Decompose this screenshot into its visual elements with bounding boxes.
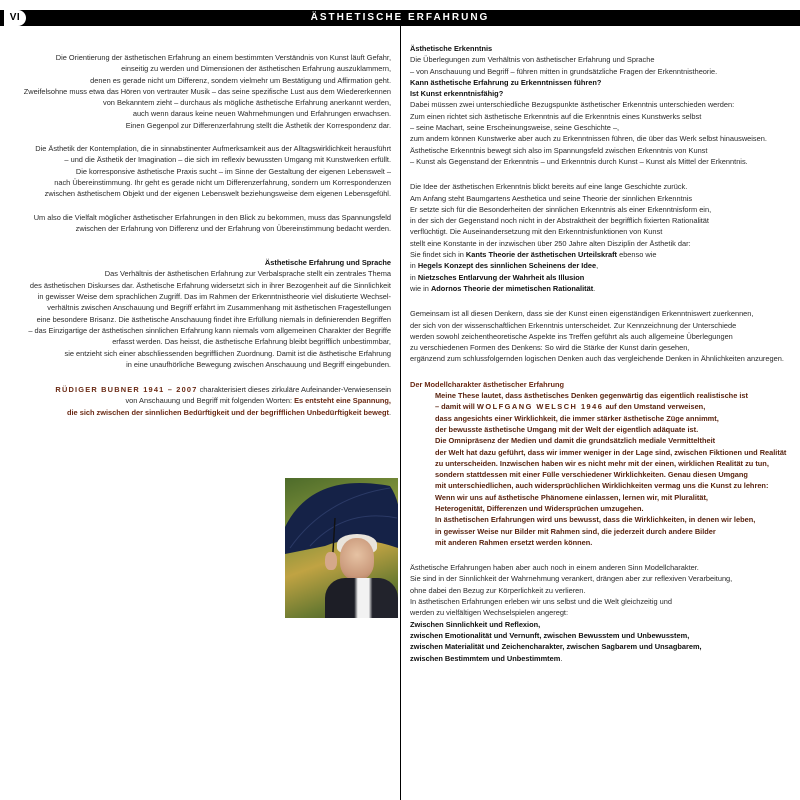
quote-span: die sich zwischen der sinnlichen Bedürftigkeit und der begrifflichen Unbedürftigkeit bewegt xyxy=(66,407,389,417)
quote-line: in gewisser Weise nur Bilder mit Rahmen sind, die jederzeit durch andere Bilder xyxy=(435,526,716,536)
text-line: Die korresponsive ästhetische Praxis sucht – im Sinne der Gestaltung der eigenen Lebenswelt – xyxy=(75,166,391,176)
text-span: charakterisiert dieses zirkuläre Aufeinander-Verwiesensein xyxy=(197,385,391,395)
section-heading: Ästhetische Erkenntnis xyxy=(410,44,493,53)
text-line: Gemeinsam ist all diesen Denkern, dass sie der Kunst einen eigenständigen Erkenntniswert zuerkennen, xyxy=(410,309,754,319)
text-line: – und die Ästhetik der Imagination – die sich im reflexiv bewussten Umgang mit Kunstwerken erfüllt. xyxy=(64,155,391,165)
quote-line: der Welt hat dazu geführt, dass wir immer weniger in der Lage sind, zwischen Fiktionen und Realität xyxy=(435,447,787,457)
quote-span: Es entsteht eine Spannung, xyxy=(294,396,391,406)
bold-span: Kants Theorie der ästhetischen Urteilskraft xyxy=(465,250,618,260)
text-span: in xyxy=(410,261,418,271)
text-line xyxy=(6,407,391,418)
erkenntnis-paragraph xyxy=(410,43,795,167)
text-line: zwischen ästhetischem Objekt und der eigenen Lebenswelt beziehungsweise dem eigenen Lebensgefühl. xyxy=(44,189,391,199)
face-shape xyxy=(340,538,374,580)
text-line: eine besondere Brisanz. Die ästhetische Anschauung findet ihre Erfüllung niemals in definierenden Begriffen xyxy=(36,314,391,324)
right-column xyxy=(410,43,795,673)
bold-span: Nietzsches Entlarvung der Wahrheit als Illusion xyxy=(417,272,585,282)
idee-paragraph xyxy=(410,181,795,294)
bold-span: Adornos Theorie der mimetischen Rationalität xyxy=(430,283,594,293)
text-line: – Kunst als Gegenstand der Erkenntnis – und Erkenntnis durch Kunst – Kunst als Mittel der Erkenntnis. xyxy=(410,156,748,166)
text-line: werden sowohl zeichentheoretische Aspekte ins Treffen geführt als auch allgemeine Überlegungen xyxy=(410,331,733,341)
text-line: – das Einzigartige der ästhetischen sinnlichen Erfahrung kann niemals vom allgemeinen Charakter der Begriffe xyxy=(28,325,391,335)
text-line: in gewisser Weise dem sprachlichen Zugriff. Das im Rahmen der Erkenntnistheorie viel diskutierte Wechsel- xyxy=(37,292,391,302)
text-line: Um also die Vielfalt möglicher ästhetischer Erfahrungen in den Blick zu bekommen, muss das Spannungsfeld xyxy=(33,212,391,222)
quote-line: dass angesichts einer Wirklichkeit, die immer stärker ästhetische Züge annimmt, xyxy=(435,413,719,423)
section-heading: Der Modellcharakter ästhetischer Erfahrung xyxy=(410,379,565,389)
text-span: auf den Umstand verweisen, xyxy=(603,402,706,412)
quote-line: mit unterschiedlichen, auch widersprüchlichen Wirklichkeiten vermag uns die Kunst zu lehren: xyxy=(435,481,769,491)
text-line: Zweifelsohne muss etwa das Hören von vertrauter Musik – das seine spezifische Lust aus dem Wiedererkennen xyxy=(23,86,391,96)
text-line: sie entzieht sich einer abschliessenden begrifflichen Zuordnung. Damit ist die ästhetische Erfahrung xyxy=(64,348,391,358)
author-name: WOLFGANG WELSCH 1946 xyxy=(476,402,604,412)
text-line: von Bekanntem zieht – durchaus als mögliche ästhetische Erfahrung anerkannt werden, xyxy=(103,98,391,108)
pair-line: Zwischen Sinnlichkeit und Reflexion, xyxy=(410,619,541,629)
text-line xyxy=(6,395,391,406)
text-line: auch wenn daraus keine neuen Wahrnehmungen und Erfahrungen erwachsen. xyxy=(132,109,391,119)
text-line: Einen Gegenpol zur Differenzerfahrung stellt die Ästhetik der Korrespondenz dar. xyxy=(125,120,391,130)
text-span: . xyxy=(560,653,563,663)
text-line: stellt eine Konstante in der inzwischen über 250 Jahre alten Disziplin der Ästhetik dar: xyxy=(410,238,691,248)
bold-span: Hegels Konzept des sinnlichen Scheinens der Idee xyxy=(417,261,597,271)
text-line: Er setzte sich für die Besonderheiten der sinnlichen Erkenntnis als einer Erkenntnisform ein, xyxy=(410,204,712,214)
text-line: ohne dabei den Bezug zur Körperlichkeit zu verlieren. xyxy=(410,585,586,595)
text-line: Das Verhältnis der ästhetischen Erfahrung zur Verbalsprache stellt ein zentrales Thema xyxy=(104,269,391,279)
page-title: ÄSTHETISCHE ERFAHRUNG xyxy=(310,12,490,23)
text-span: , xyxy=(596,261,599,271)
text-line: erfasst werden. Das heisst, die ästhetische Erfahrung bleibt begrifflich unbestimmbar, xyxy=(112,337,391,347)
quote-line: In ästhetischen Erfahrungen wird uns bewusst, dass die Wirklichkeiten, in denen wir leben, xyxy=(435,515,756,525)
gemeinsam-paragraph xyxy=(410,308,795,364)
text-line xyxy=(410,272,795,283)
text-line: Die Orientierung der ästhetischen Erfahrung an einem bestimmten Verständnis von Kunst läuft Gefahr, xyxy=(55,53,391,62)
text-span: . xyxy=(388,407,391,417)
text-line: Am Anfang steht Baumgartens Aesthetica und seine Theorie der sinnlichen Erkenntnis xyxy=(410,193,693,203)
text-line: In ästhetischen Erfahrungen erleben wir uns selbst und die Welt gleichzeitig und xyxy=(410,597,672,607)
text-line: der sich von der wissenschaftlichen Erkenntnis unterscheidet. Zur Kennzeichnung der Unterschiede xyxy=(410,320,737,330)
text-line: zum andern können Kunstwerke aber auch zu Erkenntnissen führen, die über das Werk selbst hinausweisen. xyxy=(410,134,767,144)
left-column xyxy=(6,52,391,430)
text-span: Sie findet sich in xyxy=(410,250,466,260)
quote-line xyxy=(410,401,795,412)
page-number: VI xyxy=(4,10,26,26)
modell-paragraph xyxy=(410,562,795,664)
text-line: ergänzend zum schlussfolgernden logischen Denken auch das vergleichende Denken in Ähnlichkeiten anzuregen. xyxy=(410,354,784,364)
pair-line: zwischen Materialität und Zeichencharakter, zwischen Sagbarem und Unsagbarem, xyxy=(410,642,702,652)
bubner-paragraph xyxy=(6,384,391,418)
quote-line: Meine These lautet, dass ästhetisches Denken gegenwärtig das eigentlich realistische ist xyxy=(435,391,748,401)
pair-line: zwischen Emotionalität und Vernunft, zwischen Bewusstem und Unbewusstem, xyxy=(410,630,690,640)
variety-paragraph xyxy=(6,212,391,235)
text-line: in eine unaufhörliche Bewegung zwischen Anschauung und Begriff eingebunden. xyxy=(126,359,391,369)
intro-paragraph xyxy=(6,52,391,131)
question-line: Kann ästhetische Erfahrung zu Erkenntnissen führen? xyxy=(410,77,602,87)
quote-line: zu unterscheiden. Inzwischen haben wir es nicht mehr mit der einen, wirklichen Realität zu tun, xyxy=(435,458,769,468)
text-line: Dabei müssen zwei unterschiedliche Bezugspunkte ästhetischer Erkenntnis unterschieden werden: xyxy=(410,100,735,110)
quote-line: Wenn wir uns auf ästhetische Phänomene einlassen, lernen wir, mit Pluralität, xyxy=(435,492,708,502)
text-line: werden zu vielfältigen Wechselspielen angeregt: xyxy=(410,608,569,618)
author-name: RÜDIGER BUBNER 1941 – 2007 xyxy=(55,385,198,395)
text-line: in der sich der Gegenstand noch nicht in der Abstraktheit der begrifflich fixierten Rationalität xyxy=(410,216,709,226)
text-line: Die Ästhetik der Kontemplation, die in sinnabstinenter Aufmerksamkeit aus der Alltagswirklichkeit herausführt xyxy=(35,144,391,154)
text-line: – von Anschauung und Begriff – führen mitten in grundsätzliche Fragen der Erkenntnistheorie. xyxy=(410,66,718,76)
text-line: Die Überlegungen zum Verhältnis von ästhetischer Erfahrung und Sprache xyxy=(410,55,655,65)
text-line xyxy=(410,249,795,260)
text-line: nach Übereinstimmung. Ihr geht es gerade nicht um Differenzerfahrung, sondern um Korrespondenzen xyxy=(54,177,391,187)
body-shape xyxy=(325,578,398,618)
text-line: verhältnis zwischen Anschauung und Begriff erfährt im Zusammenhang mit ästhetischen Fragestellungen xyxy=(47,303,391,313)
text-line: verflüchtigt. Die Auseinandersetzung mit den Erkenntnisfunktionen von Kunst xyxy=(410,227,663,237)
text-line xyxy=(410,283,795,294)
contemplation-paragraph xyxy=(6,143,391,199)
text-span: . xyxy=(593,283,596,293)
text-span: in xyxy=(410,272,418,282)
text-line: Ästhetische Erfahrungen haben aber auch noch in einem anderen Sinn Modellcharakter. xyxy=(410,563,699,573)
text-span: von Anschauung und Begriff mit folgenden Worten: xyxy=(125,396,295,406)
text-line: – seine Machart, seine Erscheinungsweise, seine Geschichte –, xyxy=(410,123,620,133)
portrait-photo xyxy=(285,478,398,618)
text-line: Sie sind in der Sinnlichkeit der Wahrnehmung verankert, drängen aber zur reflexiven Verarbeitung, xyxy=(410,574,733,584)
text-line xyxy=(410,260,795,271)
question-line: Ist Kunst erkenntnisfähig? xyxy=(410,89,504,99)
text-line: zu verschiedenen Formen des Denkens: So wird die Stärke der Kunst darin gesehen, xyxy=(410,343,690,353)
text-span: – damit will xyxy=(435,402,477,412)
quote-line: mit anderen Rahmen ersetzt werden können. xyxy=(435,537,593,547)
column-divider xyxy=(400,26,401,800)
text-line: denen es gerade nicht um Differenz, sondern vielmehr um Bestätigung und Affirmation geht. xyxy=(90,75,391,85)
bold-span: zwischen Bestimmtem und Unbestimmtem xyxy=(410,653,561,663)
pair-line xyxy=(410,653,795,664)
hand-shape xyxy=(325,552,337,570)
quote-line: Die Omnipräsenz der Medien und damit die grundsätzlich mediale Vermitteltheit xyxy=(435,436,716,446)
welsch-quote xyxy=(410,379,795,548)
language-paragraph xyxy=(6,257,391,370)
quote-line: der bewusste ästhetische Umgang mit der Welt der eigentlich adäquate ist. xyxy=(435,424,699,434)
quote-line: sondern stattdessen mit einer Fülle verschiedener Wirklichkeiten. Genau diesen Umgang xyxy=(435,470,748,480)
text-span: wie in xyxy=(410,283,431,293)
header-bar xyxy=(0,10,800,26)
text-line: Die Idee der ästhetischen Erkenntnis blickt bereits auf eine lange Geschichte zurück. xyxy=(410,182,688,192)
text-span: ebenso wie xyxy=(617,250,657,260)
text-line: Ästhetische Erkenntnis bewegt sich also im Spannungsfeld zwischen Erkenntnis von Kunst xyxy=(410,145,708,155)
section-heading: Ästhetische Erfahrung und Sprache xyxy=(264,258,391,268)
text-line: zwischen der Erfahrung von Differenz und der Erfahrung von Übereinstimmung bedacht werden. xyxy=(75,223,391,233)
text-line: des ästhetischen Diskurses dar. Ästhetische Erfahrung widersetzt sich in ihrer Bezogenheit auf die Sinnlichkeit xyxy=(29,280,391,290)
text-line xyxy=(6,384,391,395)
text-line: einseitig zu werden und Dimensionen der ästhetischen Erfahrung auszuklammern, xyxy=(121,64,391,74)
text-line: Zum einen richtet sich ästhetische Erkenntnis auf die Erkenntnis eines Kunstwerks selbst xyxy=(410,111,702,121)
quote-line: Heterogenität, Differenzen und Widersprüchen umzugehen. xyxy=(435,503,644,513)
